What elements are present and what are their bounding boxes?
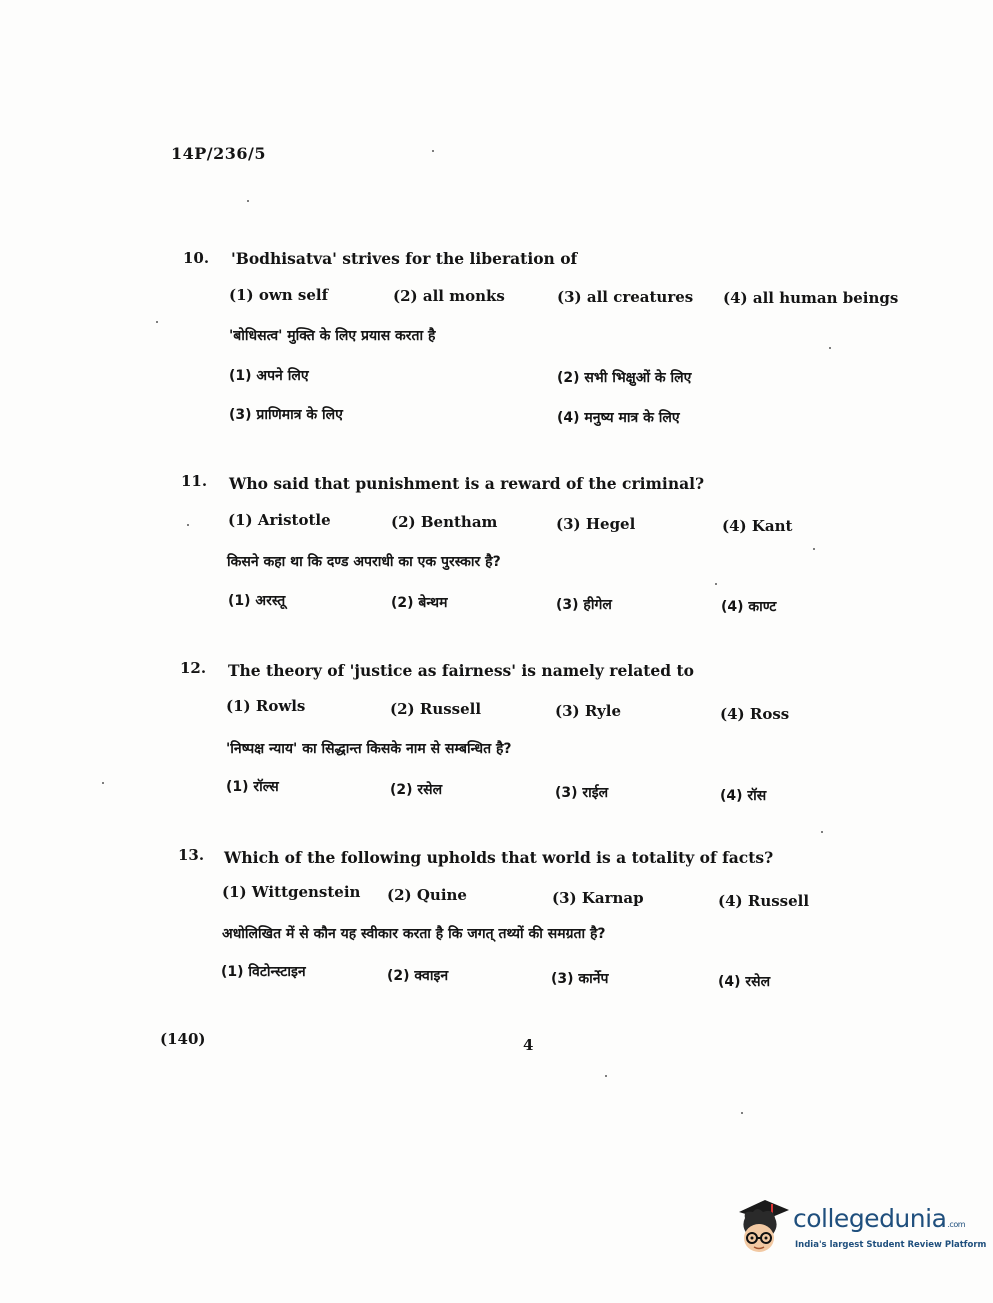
question-number: 10. <box>183 249 210 267</box>
scan-speck <box>821 831 823 833</box>
option-hi: (2) रसेल <box>390 782 443 798</box>
option-en: (1) Wittgenstein <box>222 883 361 901</box>
scan-speck <box>829 347 831 349</box>
option-hi: (2) क्वाइन <box>387 968 449 984</box>
option-hi: (2) बेन्थम <box>391 595 448 611</box>
scan-speck <box>247 200 249 202</box>
option-hi: (4) मनुष्य मात्र के लिए <box>557 410 680 426</box>
scan-speck <box>432 150 434 152</box>
scan-speck <box>813 548 815 550</box>
question-text-en: Which of the following upholds that world is a totality of facts? <box>224 848 774 867</box>
option-en: (1) Rowls <box>226 697 306 715</box>
option-en: (4) Kant <box>722 517 793 535</box>
question-text-en: Who said that punishment is a reward of the criminal? <box>229 474 705 493</box>
option-en: (4) Russell <box>718 892 810 910</box>
option-en: (4) Ross <box>720 705 790 723</box>
question-text-hi: 'निष्पक्ष न्याय' का सिद्धान्त किसके नाम से सम्बन्धित है? <box>226 741 512 757</box>
option-en: (1) own self <box>229 286 329 304</box>
scan-speck <box>605 1075 607 1077</box>
option-en: (4) all human beings <box>723 289 899 307</box>
question-text-hi: किसने कहा था कि दण्ड अपराधी का एक पुरस्कार है? <box>227 554 501 570</box>
option-hi: (1) विटोन्स्टाइन <box>221 964 306 980</box>
scan-speck <box>156 321 158 323</box>
option-en: (1) Aristotle <box>228 511 331 529</box>
option-en: (3) Hegel <box>556 515 636 533</box>
option-hi: (3) प्राणिमात्र के लिए <box>229 407 343 423</box>
question-text-hi: अधोलिखित में से कौन यह स्वीकार करता है कि जगत् तथ्यों की समग्रता है? <box>222 926 606 942</box>
option-hi: (4) काण्ट <box>721 599 777 615</box>
scan-speck <box>187 524 189 526</box>
question-text-hi: 'बोधिसत्व' मुक्ति के लिए प्रयास करता है <box>229 328 436 344</box>
option-hi: (4) रॉस <box>720 788 767 804</box>
option-hi: (4) रसेल <box>718 974 771 990</box>
option-hi: (1) रॉल्स <box>226 779 279 795</box>
question-text-en: The theory of 'justice as fairness' is namely related to <box>228 661 694 680</box>
page-code: 14P/236/5 <box>171 144 267 163</box>
scan-speck <box>715 583 717 585</box>
student-mascot-icon <box>735 1196 791 1256</box>
option-en: (2) Quine <box>387 886 467 904</box>
question-number: 11. <box>181 472 208 490</box>
option-en: (2) all monks <box>393 287 505 305</box>
brand-name: collegedunia.com <box>793 1204 966 1233</box>
option-hi: (1) अपने लिए <box>229 368 309 384</box>
option-en: (2) Bentham <box>391 513 498 531</box>
option-hi: (1) अरस्तू <box>228 593 286 609</box>
option-hi: (2) सभी भिक्षुओं के लिए <box>557 370 692 386</box>
option-hi: (3) कार्नेप <box>551 971 609 987</box>
option-en: (2) Russell <box>390 700 482 718</box>
footer-code: (140) <box>160 1030 206 1048</box>
page-number: 4 <box>523 1036 534 1054</box>
brand-tagline: India's largest Student Review Platform <box>795 1240 987 1250</box>
scan-speck <box>102 782 104 784</box>
collegedunia-logo <box>735 1196 987 1260</box>
option-en: (3) all creatures <box>557 288 694 306</box>
option-hi: (3) राईल <box>555 785 609 801</box>
question-text-en: 'Bodhisatva' strives for the liberation of <box>231 249 578 268</box>
option-hi: (3) हीगेल <box>556 597 612 613</box>
question-number: 13. <box>178 846 205 864</box>
option-en: (3) Karnap <box>552 889 644 907</box>
scan-speck <box>741 1112 743 1114</box>
question-number: 12. <box>180 659 207 677</box>
option-en: (3) Ryle <box>555 702 622 720</box>
